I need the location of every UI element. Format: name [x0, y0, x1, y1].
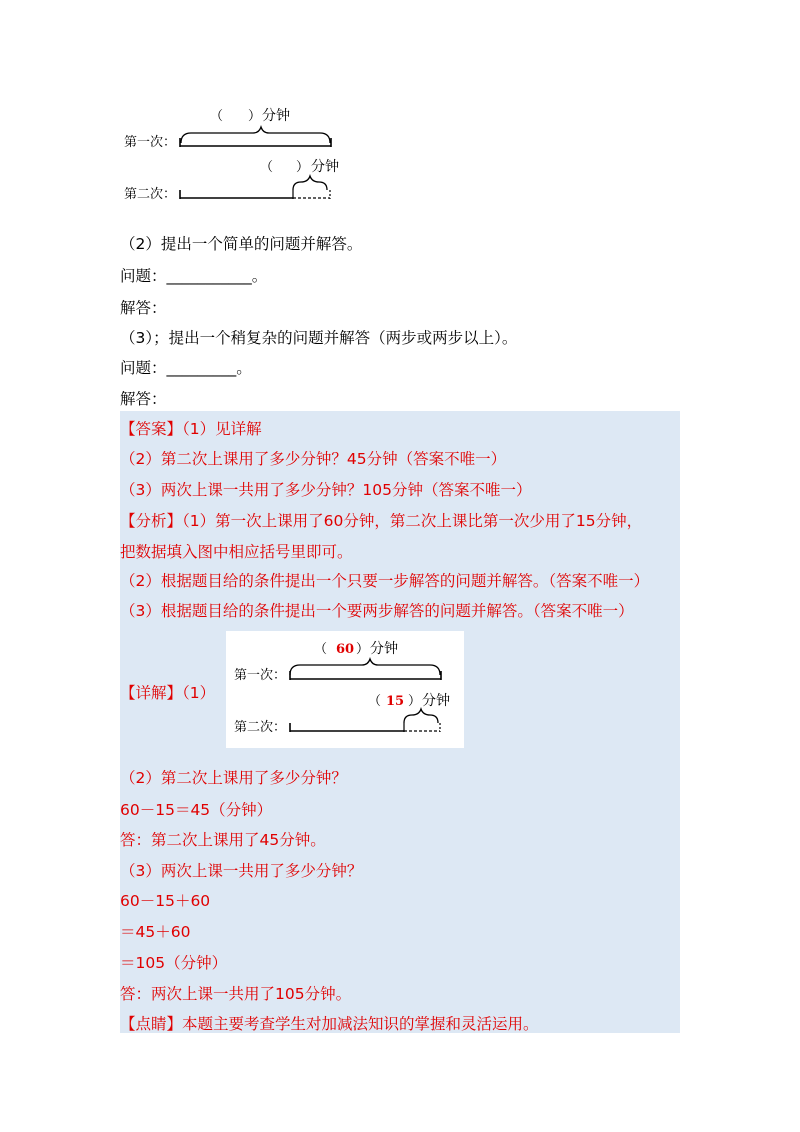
detail-l6: ＝45＋60: [120, 923, 191, 941]
detail-part1: （1）: [182, 684, 216, 702]
fig-row1-label: 第一次：: [234, 668, 287, 683]
detail-l5: 60－15＋60: [120, 892, 211, 910]
top-brace1: [181, 127, 330, 143]
detail-l7: ＝105（分钟）: [120, 954, 228, 972]
q3-prompt: （3）；提出一个稍复杂的问题并解答（两步或两步以上）。: [120, 329, 518, 347]
analysis-line3: （2）根据题目给的条件提出一个只要一步解答的问题并解答。（答案不唯一）: [120, 572, 650, 590]
detail-figure: [226, 631, 464, 748]
top-paren1-right: ）: [248, 109, 262, 124]
top-brace2: [293, 176, 327, 190]
fig-value2: 15: [386, 694, 405, 709]
analysis-tag: 【分析】: [120, 512, 183, 530]
q2-answer: 解答：: [120, 299, 167, 317]
fig-paren2-left: （: [368, 694, 382, 709]
top-paren2-right: ）: [296, 160, 310, 175]
analysis-line1: [120, 511, 642, 531]
fig-paren1-right: ）: [356, 642, 370, 657]
detail-line1: [120, 683, 215, 703]
detail-l1: （2）第二次上课用了多少分钟？: [120, 769, 347, 787]
analysis-text1: （1）第一次上课用了60分钟，第二次上课比第一次少用了15分钟，: [182, 512, 643, 530]
detail-l2: 60－15＝45（分钟）: [120, 801, 273, 819]
fig-unit1: 分钟: [370, 641, 398, 657]
top-unit1: 分钟: [262, 108, 290, 124]
fig-value1: 60: [336, 642, 355, 657]
fig-paren2-right: ）: [408, 694, 422, 709]
top-paren2-left: （: [260, 160, 274, 175]
q2-prompt: （2）提出一个简单的问题并解答。: [120, 235, 363, 253]
top-unit2: 分钟: [311, 159, 339, 175]
detail-l3: 答：第二次上课用了45分钟。: [120, 831, 326, 849]
answer-a2: （2）第二次上课用了多少分钟？45分钟（答案不唯一）: [120, 450, 507, 468]
answer-tag: 【答案】: [120, 420, 183, 438]
fig-row2-label: 第二次：: [234, 720, 287, 735]
answer-a1: （1）见详解: [182, 420, 262, 438]
q3-answer: 解答：: [120, 390, 167, 408]
comment-tag: 【点睛】: [120, 1015, 183, 1033]
comment-text: 本题主要考查学生对加减法知识的掌握和灵活运用。: [182, 1015, 539, 1033]
top-row1-label: 第一次：: [124, 135, 177, 150]
fig-brace1: [290, 659, 440, 675]
analysis-line4: （3）根据题目给的条件提出一个要两步解答的问题并解答。（答案不唯一）: [120, 602, 634, 620]
answer-a3: （3）两次上课一共用了多少分钟？105分钟（答案不唯一）: [120, 481, 532, 499]
answer-line1: [120, 419, 262, 439]
q2-question: 问题：___________。: [120, 267, 268, 285]
fig-brace2: [404, 709, 438, 723]
fig-unit2: 分钟: [422, 693, 450, 709]
comment-line: [120, 1014, 539, 1034]
fig-paren1-left: （: [314, 642, 328, 657]
top-paren1-left: （: [210, 109, 224, 124]
detail-l8: 答：两次上课一共用了105分钟。: [120, 985, 352, 1003]
detail-l4: （3）两次上课一共用了多少分钟？: [120, 862, 363, 880]
top-row2-label: 第二次：: [124, 187, 177, 202]
detail-tag: 【详解】: [120, 684, 183, 702]
analysis-line2: 把数据填入图中相应括号里即可。: [120, 543, 353, 561]
q3-question: 问题：_________。: [120, 359, 252, 377]
top-bar-diagram: [118, 100, 358, 210]
